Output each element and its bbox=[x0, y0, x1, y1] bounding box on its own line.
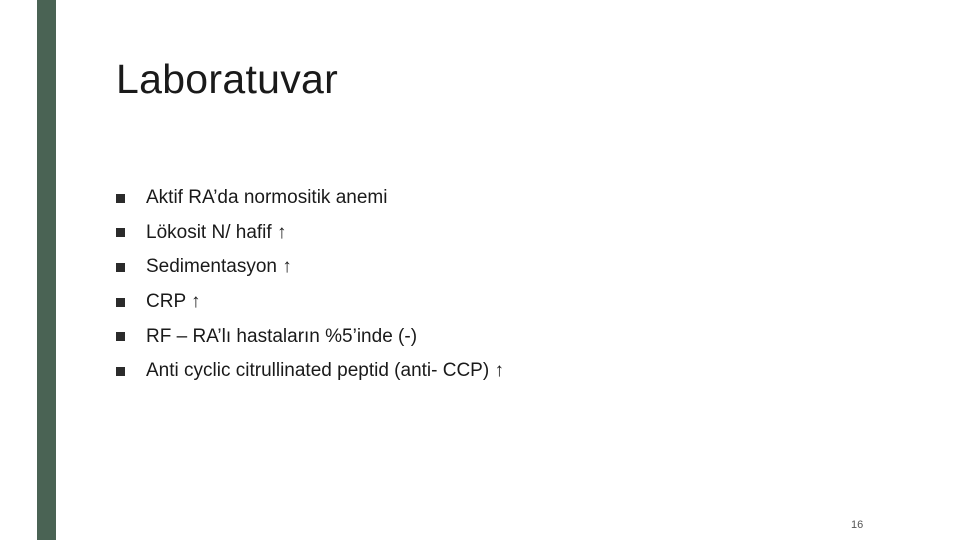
list-item bbox=[116, 319, 504, 354]
square-bullet-icon bbox=[116, 194, 125, 203]
square-bullet-icon bbox=[116, 332, 125, 341]
page-number: 16 bbox=[851, 519, 864, 531]
list-item bbox=[116, 285, 504, 320]
list-item bbox=[116, 181, 504, 216]
list-item bbox=[116, 354, 504, 389]
bullet-text: RF – RA’lı hastaların %5’inde (-) bbox=[146, 325, 418, 347]
square-bullet-icon bbox=[116, 263, 125, 272]
bullet-text: Lökosit N/ hafif ↑ bbox=[146, 221, 287, 243]
list-item bbox=[116, 216, 504, 251]
bullet-text: Aktif RA’da normositik anemi bbox=[146, 187, 388, 209]
list-item bbox=[116, 250, 504, 285]
bullet-list bbox=[116, 181, 504, 389]
square-bullet-icon bbox=[116, 228, 125, 237]
square-bullet-icon bbox=[116, 367, 125, 376]
square-bullet-icon bbox=[116, 298, 125, 307]
bullet-text: Anti cyclic citrullinated peptid (anti- CCP) ↑ bbox=[146, 360, 504, 382]
side-accent-bar bbox=[37, 0, 56, 540]
slide-title: Laboratuvar bbox=[116, 56, 339, 102]
bullet-text: Sedimentasyon ↑ bbox=[146, 256, 292, 278]
bullet-text: CRP ↑ bbox=[146, 291, 201, 313]
